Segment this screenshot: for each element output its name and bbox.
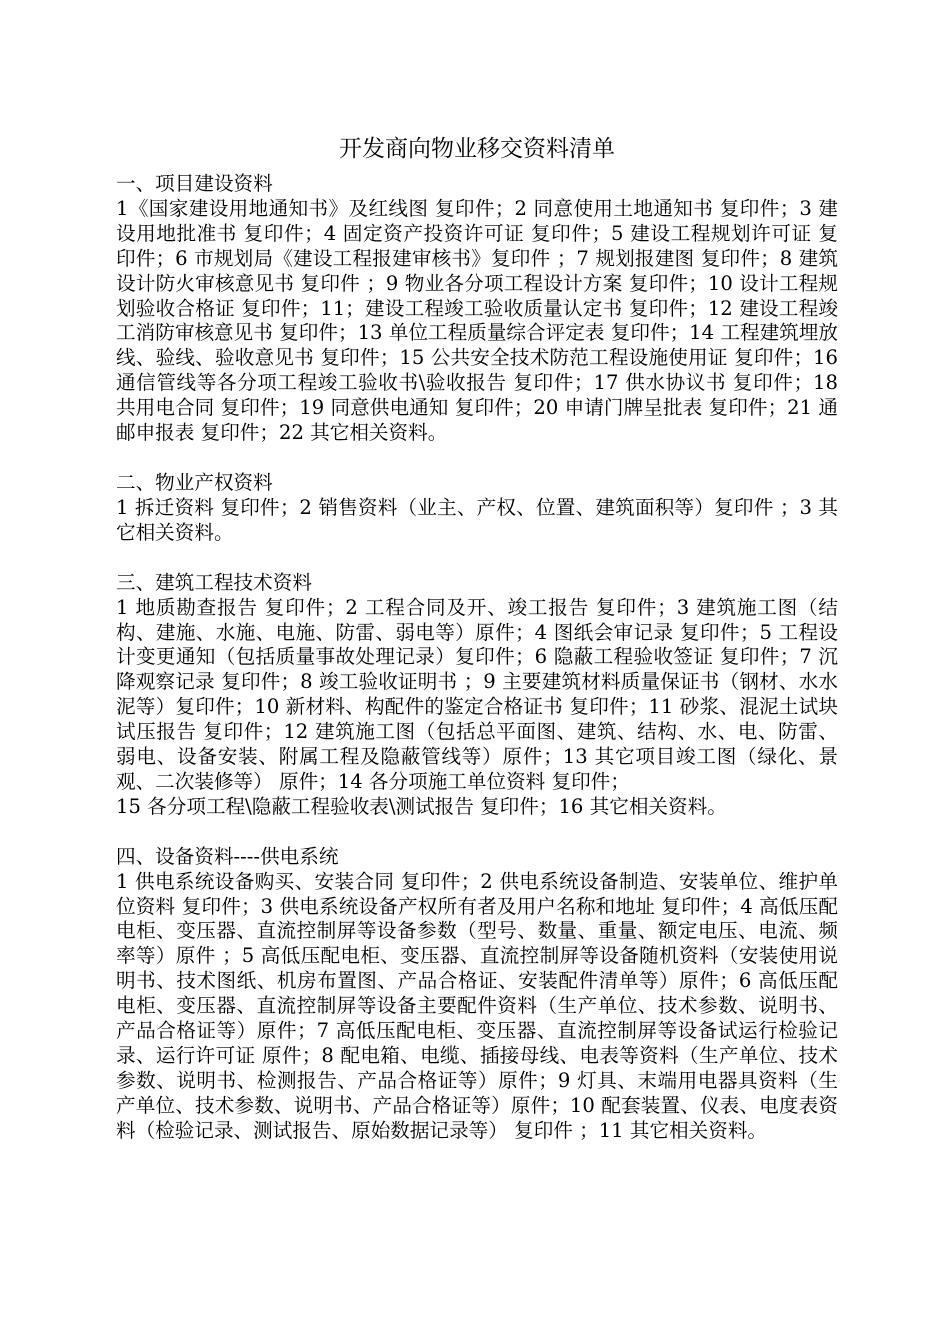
section-heading: 一、项目建设资料 [116,172,273,195]
section-heading: 四、设备资料----供电系统 [116,844,339,868]
section-heading: 二、物业产权资料 [116,470,273,494]
section-paragraph: 1 拆迁资料 复印件；2 销售资料（业主、产权、位置、建筑面积等）复印件 ；3 其它相关资料。 [116,495,838,544]
section-property-rights [116,471,838,546]
section-project-construction [116,172,838,446]
section-body [116,596,838,820]
section-paragraph: 15 各分项工程\隐蔽工程验收表\测试报告 复印件；16 其它相关资料。 [116,794,727,818]
section-body [116,197,838,446]
section-heading: 三、建筑工程技术资料 [116,570,312,594]
document-page [116,134,838,1144]
document-title: 开发商向物业移交资料清单 [339,136,615,162]
section-body [116,496,838,546]
section-paragraph: 1 地质勘查报告 复印件；2 工程合同及开、竣工报告 复印件；3 建筑施工图（结构、建施、水施、电施、防雷、弱电等）原件；4 图纸会审记录 复印件；5 工程设计变更通知（包括质量事故处理记录）复印件；6 隐蔽工程验收签证 复印件；7 沉降观察记录 复印件；8 竣工验收证明书 ；9 主要建筑材料质量保证书（钢材、水水泥等）复印件；10 新材料、构配件的鉴定合格证书 复印件；11 砂浆、混泥土试块试压报告 复印件；12 建筑施工图（包括总平面图、建筑、结构、水、电、防雷、弱电、设备安装、附属工程及隐蔽管线等）原件；13 其它项目竣工图（绿化、景观、二次装修等） 原件；14 各分项施工单位资料 复印件； [116,595,838,793]
section-paragraph: 1 供电系统设备购买、安装合同 复印件；2 供电系统设备制造、安装单位、维护单位资料 复印件；3 供电系统设备产权所有者及用户名称和地址 复印件；4 高低压配电柜、变压器、直流控制屏等设备参数（型号、数量、重量、额定电压、电流、频率等）原件 ；5 高低压配电柜、变压器、直流控制屏等设备随机资料（安装使用说明书、技术图纸、机房布置图、产品合格证、安装配件清单等）原件；6 高低压配电柜、变压器、直流控制屏等设备主要配件资料（生产单位、技术参数、说明书、产品合格证等）原件；7 高低压配电柜、变压器、直流控制屏等设备试运行检验记录、运行许可证 原件；8 配电箱、电缆、插接母线、电表等资料（生产单位、技术参数、说明书、检测报告、产品合格证等）原件；9 灯具、末端用电器具资料（生产单位、技术参数、说明书、产品合格证等）原件；10 配套装置、仪表、电度表资料（检验记录、测试报告、原始数据记录等） 复印件 ；11 其它相关资料。 [116,869,838,1142]
section-equipment-power-supply [116,845,838,1144]
section-paragraph: 1《国家建设用地通知书》及红线图 复印件；2 同意使用土地通知书 复印件；3 建设用地批准书 复印件；4 固定资产投资许可证 复印件；5 建设工程规划许可证 复印件；6 市规划局《建设工程报建审核书》复印件 ；7 规划报建图 复印件；8 建筑设计防火审核意见书 复印件 ；9 物业各分项工程设计方案 复印件；10 设计工程规划验收合格证 复印件；11；建设工程竣工验收质量认定书 复印件；12 建设工程竣工消防审核意见书 复印件；13 单位工程质量综合评定表 复印件；14 工程建筑埋放线、验线、验收意见书 复印件；15 公共安全技术防范工程设施使用证 复印件；16 通信管线等各分项工程竣工验收书\验收报告 复印件；17 供水协议书 复印件；18 共用电合同 复印件；19 同意供电通知 复印件；20 申请门牌呈批表 复印件；21 通邮申报表 复印件；22 其它相关资料。 [116,196,838,445]
section-body [116,870,838,1144]
section-construction-technical [116,571,838,820]
